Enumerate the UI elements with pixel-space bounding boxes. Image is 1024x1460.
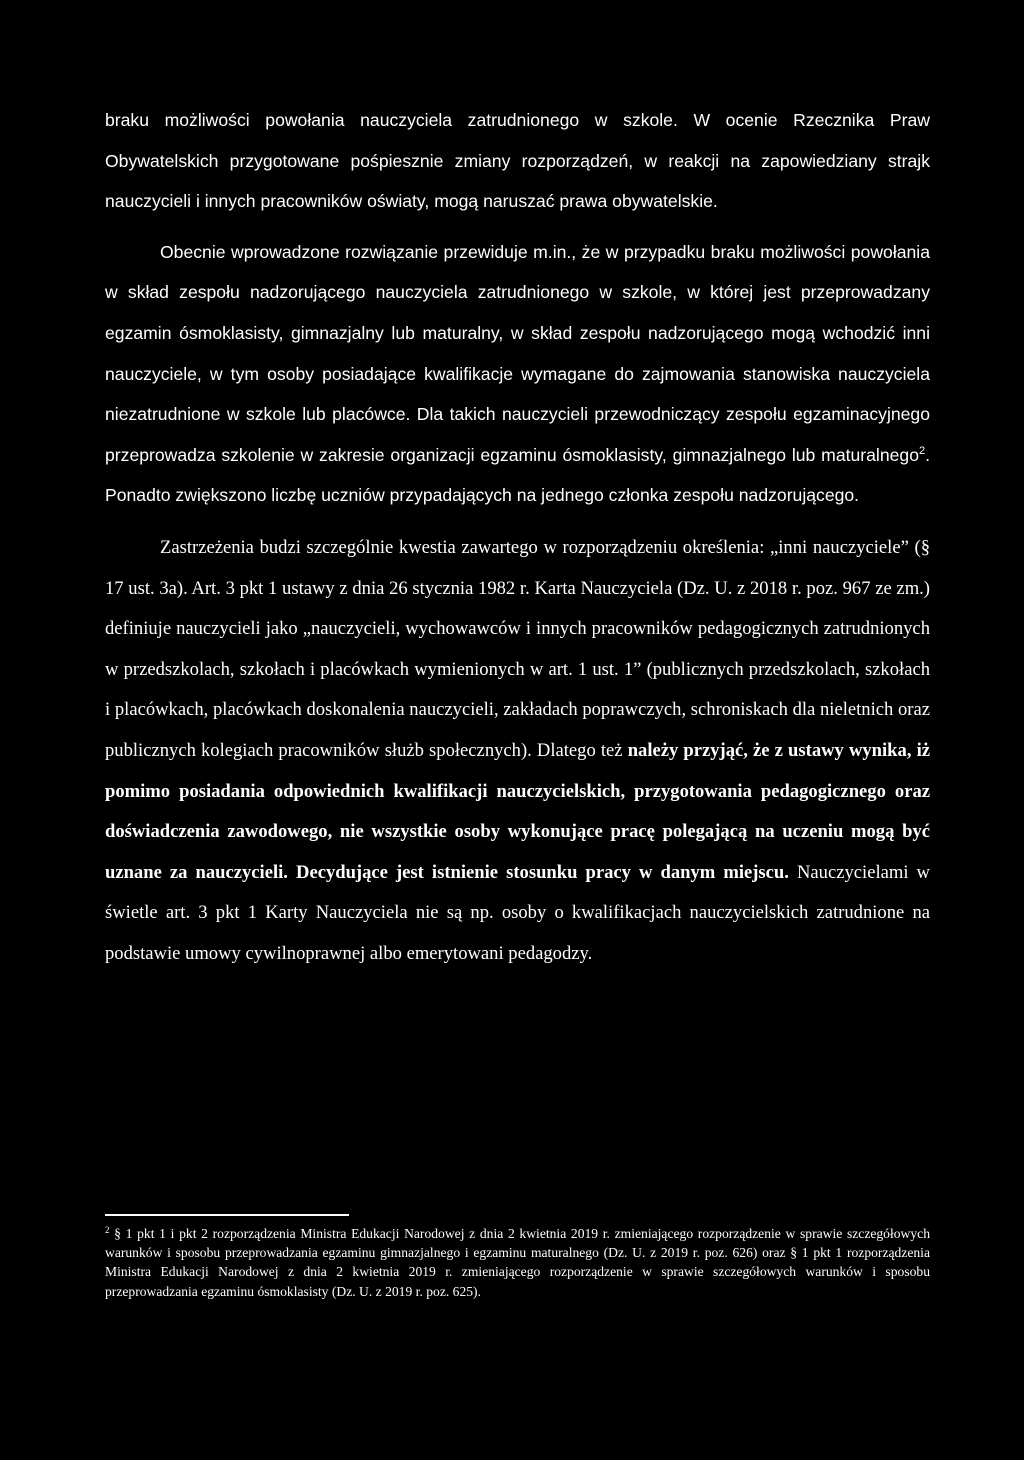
footnote-text: § 1 pkt 1 i pkt 2 rozporządzenia Ministra Edukacji Narodowej z dnia 2 kwietnia 2019 r. zmieniającego rozporządzenie w sprawie szczegółowych warunków i sposobu przeprowadzania egzaminu gimnazjalnego i egzaminu maturalnego (Dz. U. z 2019 r. poz. 626) oraz § 1 pkt 1 rozporządzenia Ministra Edukacji Narodowej z dnia 2 kwietnia 2019 r. zmieniającego rozporządzenie w sprawie szczegółowych warunków i sposobu przeprowadzania egzaminu ósmoklasisty (Dz. U. z 2019 r. poz. 625). [105,1226,930,1299]
footnote-marker: 2 [105,1225,110,1235]
paragraph-3-text: Zastrzeżenia budzi szczególnie kwestia zawartego w rozporządzeniu określenia: „inni nauczyciele” (§ 17 ust. 3a). Art. 3 pkt 1 ustawy z dnia 26 stycznia 1982 r. Karta Nauczyciela (Dz. U. z 2018 r. poz. 967 ze zm.) definiuje nauczycieli jako „nauczycieli, wychowawców i innych pracowników pedagogicznych zatrudnionych w przedszkolach, szkołach i placówkach wymienionych w art. 1 ust. 1” (publicznych przedszkolach, szkołach i placówkach, placówkach doskonalenia nauczycieli, zakładach poprawczych, schroniskach dla nieletnich oraz publicznych kolegiach pracowników służb społecznych). Dlatego też [105,536,930,761]
paragraph-3-bold-text: należy przyjąć, że z ustawy wynika, iż pomimo posiadania odpowiednich kwalifikacji nauczycielskich, przygotowania pedagogicznego oraz doświadczenia zawodowego, nie wszystkie osoby wykonujące pracę polegającą na uczeniu mogą być uznane za nauczycieli. Decydujące jest istnienie stosunku pracy w danym miejscu. [105,739,931,883]
document-page [105,100,930,974]
footnote [105,1224,930,1301]
paragraph-1-text: braku możliwości powołania nauczyciela zatrudnionego w szkole. W ocenie Rzecznika Praw Obywatelskich przygotowane pośpiesznie zmiany rozporządzeń, w reakcji na zapowiedziany strajk nauczycieli i innych pracowników oświaty, mogą naruszać prawa obywatelskie. [105,110,930,212]
paragraph-2 [105,232,930,516]
paragraph-1 [105,100,930,222]
paragraph-3-text-continued: Nauczycielami w świetle art. 3 pkt 1 Karty Nauczyciela nie są np. osoby o kwalifikacjach nauczycielskich zatrudnione na podstawie umowy cywilnoprawnej albo emerytowani pedagodzy. [105,861,930,964]
footnote-separator [105,1214,349,1216]
paragraph-2-text: Obecnie wprowadzone rozwiązanie przewiduje m.in., że w przypadku braku możliwości powołania w skład zespołu nadzorującego nauczyciela zatrudnionego w szkole, w której jest przeprowadzany egzamin ósmoklasisty, gimnazjalny lub maturalny, w skład zespołu nadzorującego mogą wchodzić inni nauczyciele, w tym osoby posiadające kwalifikacje wymagane do zajmowania stanowiska nauczyciela niezatrudnione w szkole lub placówce. Dla takich nauczycieli przewodniczący zespołu egzaminacyjnego przeprowadza szkolenie w zakresie organizacji egzaminu ósmoklasisty, gimnazjalnego lub maturalnego [105,241,930,465]
footnote-reference[interactable]: 2 [918,444,926,457]
paragraph-2-text-continued: . Ponadto zwiększono liczbę uczniów przypadających na jednego członka zespołu nadzorującego. [105,444,930,506]
paragraph-3 [105,528,930,975]
